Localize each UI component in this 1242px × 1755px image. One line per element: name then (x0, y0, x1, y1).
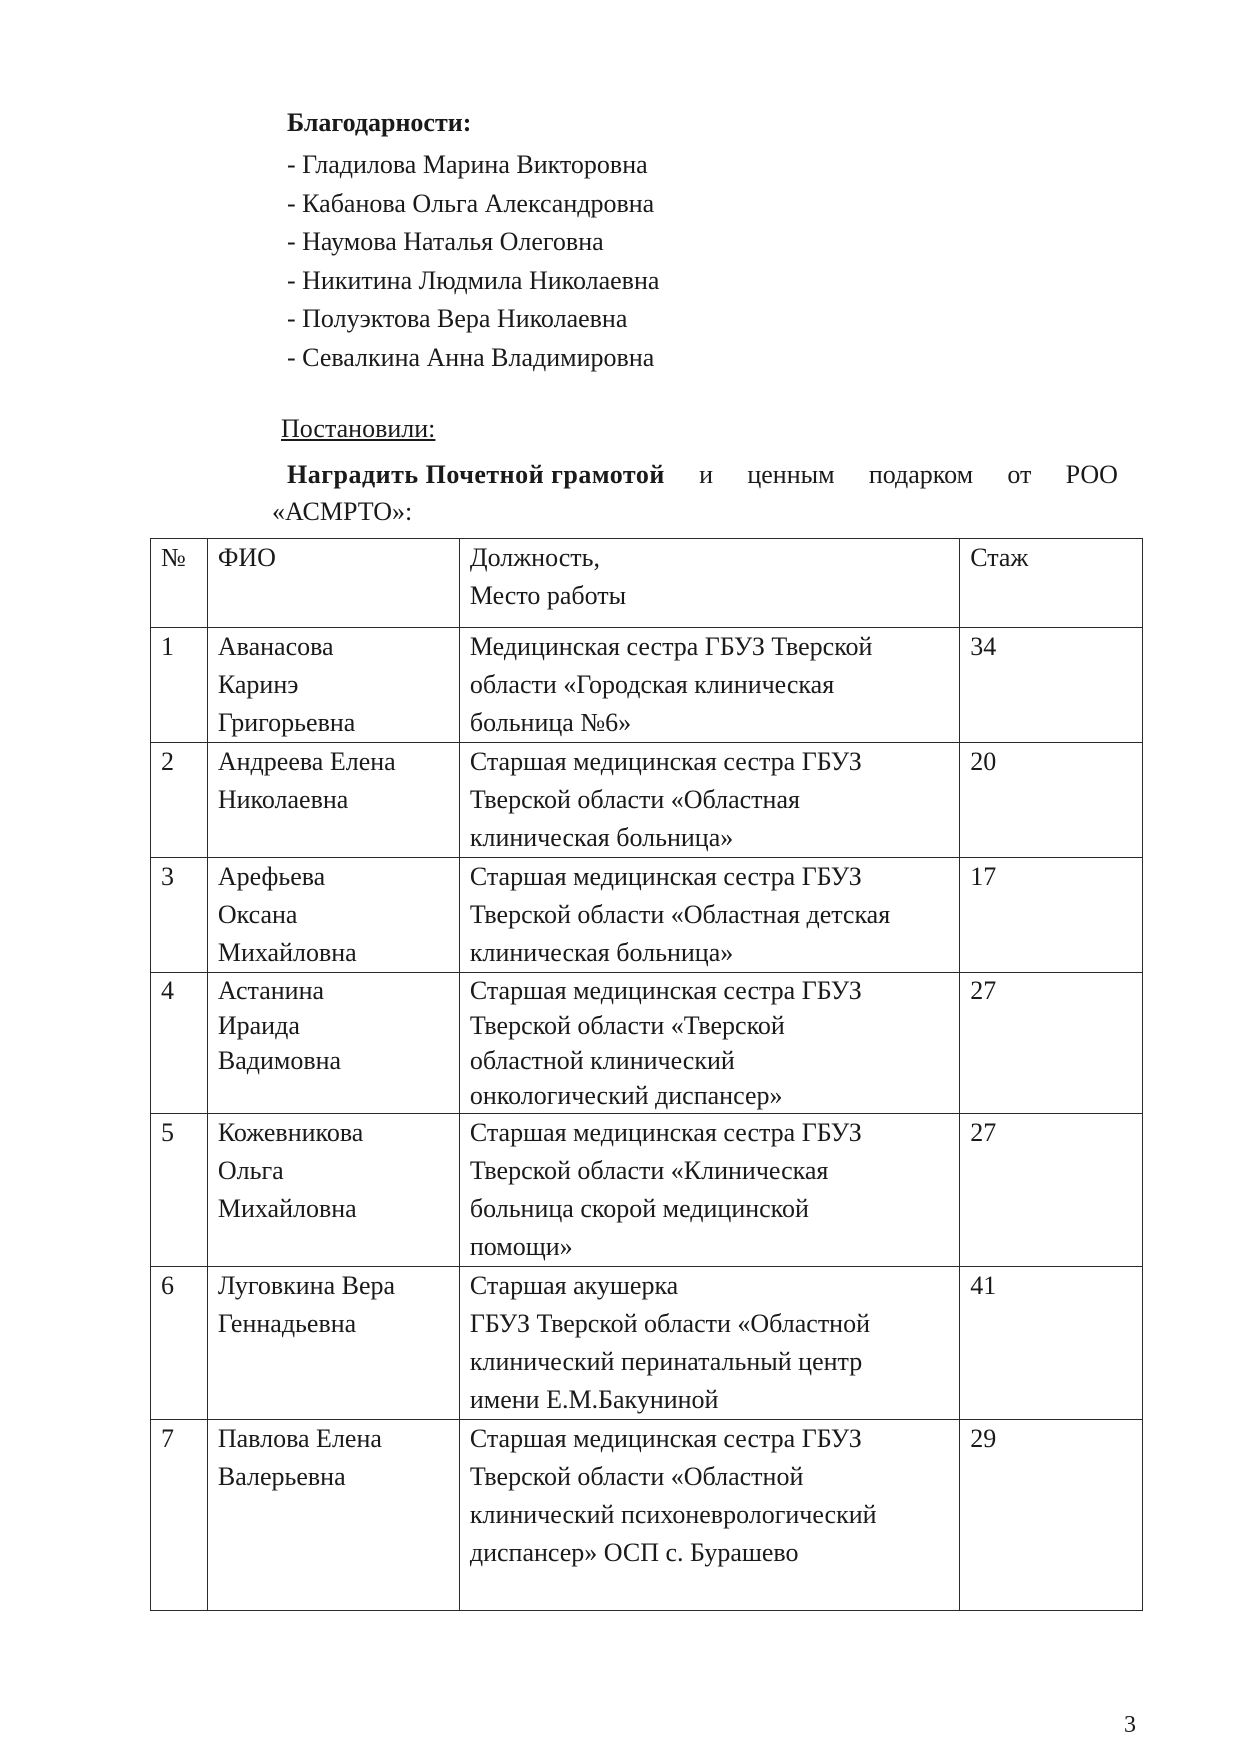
cell-position: Старшая медицинская сестра ГБУЗ Тверской области «Областная клиническая больница» (459, 743, 959, 858)
award-word: от (1007, 460, 1032, 489)
cell-num: 1 (151, 628, 208, 743)
table-row (151, 628, 1143, 743)
table-header-row (151, 539, 1143, 628)
cell-num: 2 (151, 743, 208, 858)
cell-fio: Аванасова Каринэ Григорьевна (207, 628, 459, 743)
award-bold-text: Наградить Почетной грамотой (287, 460, 665, 489)
cell-position: Старшая медицинская сестра ГБУЗ Тверской области «Тверской областной клинический онкологический диспансер» (459, 973, 959, 1114)
cell-fio: Кожевникова Ольга Михайловна (207, 1114, 459, 1267)
thanks-item: - Наумова Наталья Олеговна (287, 227, 604, 256)
cell-fio: Павлова Елена Валерьевна (207, 1420, 459, 1611)
cell-experience: 27 (960, 973, 1143, 1114)
thanks-item: - Гладилова Марина Викторовна (287, 150, 648, 179)
cell-experience: 27 (960, 1114, 1143, 1267)
cell-position: Старшая акушерка ГБУЗ Тверской области «Областной клинический перинатальный центр имени Е.М.Бакуниной (459, 1267, 959, 1420)
thanks-item: - Севалкина Анна Владимировна (287, 342, 655, 372)
header-fio: ФИО (207, 539, 459, 628)
cell-fio: Арефьева Оксана Михайловна (207, 858, 459, 973)
thanks-heading: Благодарности: (287, 108, 472, 137)
thanks-item: - Полуэктова Вера Николаевна (287, 304, 628, 333)
table-row (151, 743, 1143, 858)
table-row (151, 1267, 1143, 1420)
thanks-item: - Никитина Людмила Николаевна (287, 265, 660, 295)
award-word: ценным (747, 460, 835, 489)
cell-num: 5 (151, 1114, 208, 1267)
table-row (151, 858, 1143, 973)
table-row (151, 1114, 1143, 1267)
header-num: № (151, 539, 208, 628)
thanks-item: - Кабанова Ольга Александровна (287, 188, 655, 218)
cell-num: 4 (151, 973, 208, 1114)
award-word: подарком (868, 460, 974, 489)
award-line-1 (272, 456, 1118, 493)
thanks-list (287, 146, 659, 377)
cell-fio: Луговкина Вера Геннадьевна (207, 1267, 459, 1420)
award-word: РОО (1065, 460, 1118, 489)
cell-experience: 17 (960, 858, 1143, 973)
header-position: Должность, Место работы (459, 539, 959, 628)
cell-position: Старшая медицинская сестра ГБУЗ Тверской области «Областной клинический психоневрологический диспансер» ОСП с. Бурашево (459, 1420, 959, 1611)
award-line-2: «АСМРТО»: (272, 497, 413, 526)
award-statement (272, 456, 1118, 530)
cell-experience: 34 (960, 628, 1143, 743)
cell-position: Старшая медицинская сестра ГБУЗ Тверской области «Клиническая больница скорой медицинской помощи» (459, 1114, 959, 1267)
cell-experience: 29 (960, 1420, 1143, 1611)
decision-label: Постановили: (281, 414, 436, 443)
cell-position: Медицинская сестра ГБУЗ Тверской области «Городская клиническая больница №6» (459, 628, 959, 743)
table-row (151, 1420, 1143, 1611)
cell-position: Старшая медицинская сестра ГБУЗ Тверской области «Областная детская клиническая больница» (459, 858, 959, 973)
cell-experience: 20 (960, 743, 1143, 858)
page-number: 3 (1124, 1712, 1136, 1738)
cell-num: 6 (151, 1267, 208, 1420)
cell-num: 3 (151, 858, 208, 973)
header-experience: Стаж (960, 539, 1143, 628)
cell-experience: 41 (960, 1267, 1143, 1420)
award-word: и (699, 460, 714, 489)
cell-fio: Андреева Елена Николаевна (207, 743, 459, 858)
cell-num: 7 (151, 1420, 208, 1611)
awards-table (150, 538, 1143, 1611)
cell-fio: Астанина Ираида Вадимовна (207, 973, 459, 1114)
table-row (151, 973, 1143, 1114)
